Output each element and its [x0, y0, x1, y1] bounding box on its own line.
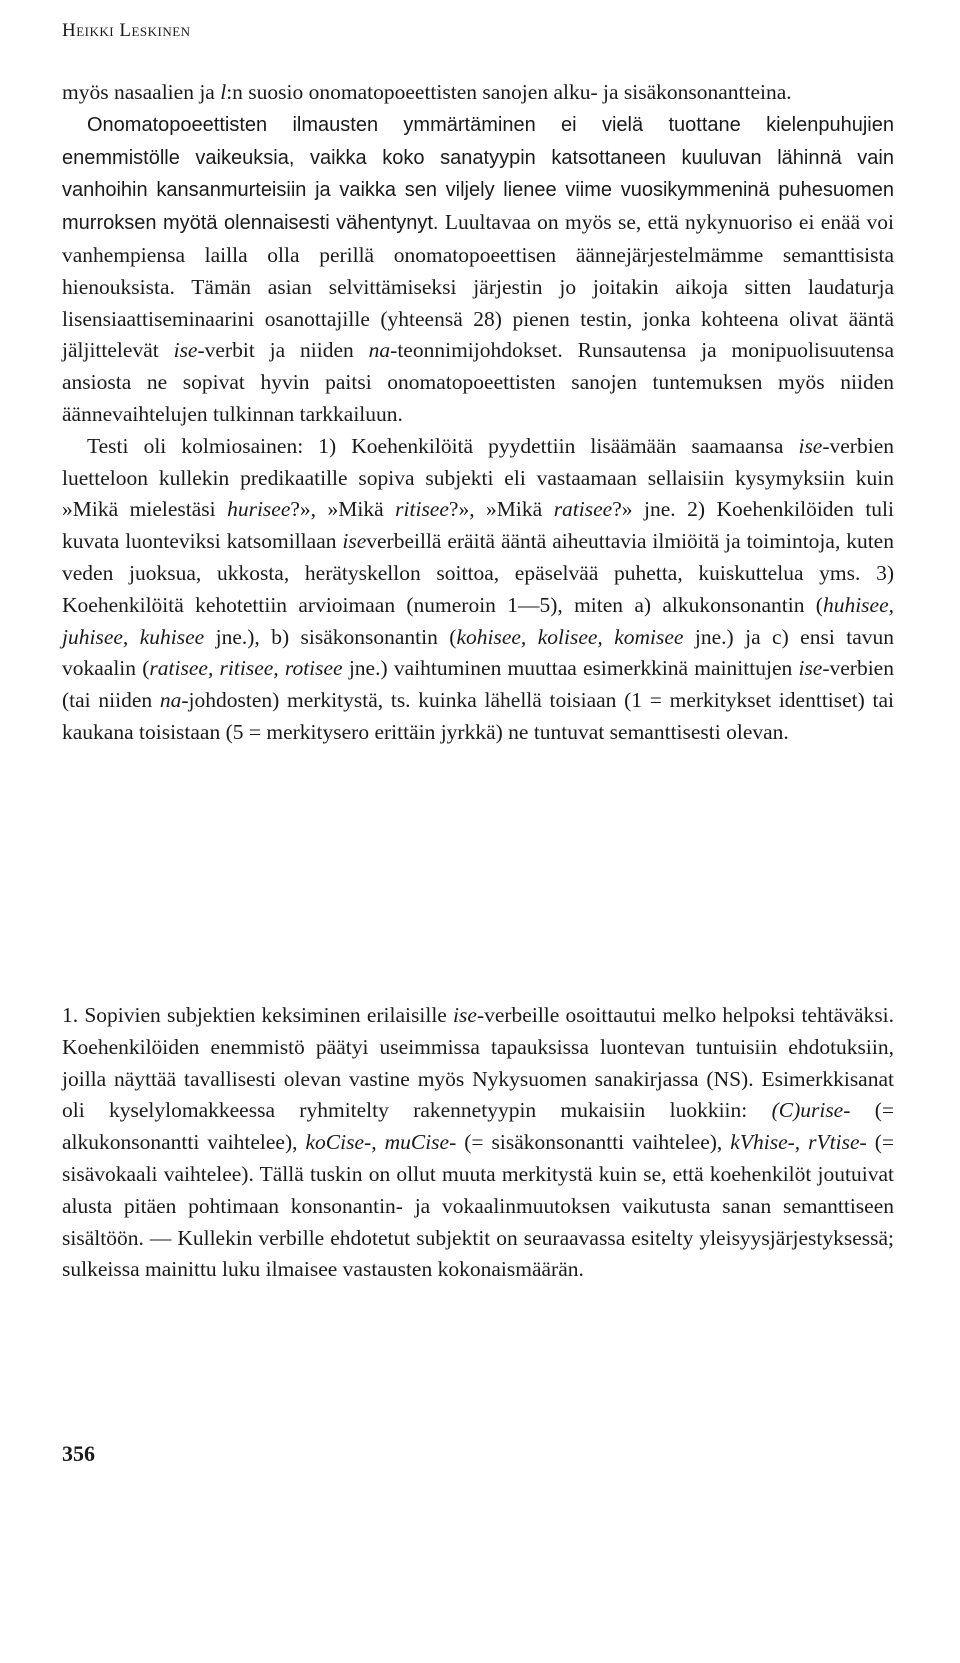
text-span: jne.), b) sisäkonsonantin ( [204, 624, 457, 649]
text-span: -teonnimijohdokset. Runsautensa ja monipuolisuutensa ansiosta ne sopivat hyvin paitsi onomatopoeettisten sanojen tuntemuksen myös niiden äännevaihtelujen tulkinnan tarkkailuun. [62, 338, 894, 426]
text-span: -verbit ja niiden [197, 338, 369, 363]
text-span: ?», »Mikä [448, 497, 554, 522]
text-span: :n suosio onomatopoeettisten sanojen alku- ja sisäkonsonantteina. [226, 80, 792, 104]
italic-term: l [220, 80, 227, 104]
text-span: -verbeille osoittautui melko helpoksi tehtäväksi. Koehenkilöiden enemmistö päätyi useimmissa tapauksissa luontevan tuntuisiin ehdotuksiin, joilla näyttää tavallisesti olevan vastine myös Nykysuomen sanakirjassa (NS). Esimerkkisanat oli kyselylomakkeessa ryhmitelty rakennetyypin mukaisiin luokkiin: [62, 1003, 895, 1123]
italic-term: ritisee [395, 497, 449, 522]
text-span: (= alkukonsonantti vaihtelee), [62, 1098, 894, 1155]
paragraph-test [62, 431, 894, 749]
running-head: Heikki Leskinen [62, 20, 191, 41]
text-span: jne.) vaihtuminen muuttaa esimerkkinä mainittujen [342, 656, 799, 681]
italic-term: kVhise- [730, 1130, 795, 1155]
sans-text-span: Onomatopoeettisten ilmausten ymmärtäminen ei vielä tuottane kielenpuhujien enemmistölle vaikeuksia, vaikka koko sanatyypin katsottaneen kuuluvan lähinnä vain vanhoihin kansanmurteisiin ja vaikka sen viljely lienee viime vuosikymmeninä puhesuomen murroksen myötä olennaisesti vähentynyt. [62, 113, 894, 235]
text-span: -verbien (tai niiden [62, 656, 894, 713]
text-block-results [62, 1000, 894, 1286]
text-span: -verbien luetteloon kullekin predikaatille sopiva subjekti eli vastaamaan sellaisiin kysymyksiin kuin »Mikä mielestäsi [62, 433, 894, 522]
italic-term: ise [798, 433, 823, 458]
italic-term: ise [173, 338, 198, 363]
text-span: , [794, 1130, 809, 1155]
text-span: ?» jne. 2) Koehenkilöiden tuli kuvata luonteviksi katsomillaan [62, 497, 894, 554]
text-span: -johdosten) merkitystä, ts. kuinka lähellä toisiaan (1 = merkitykset identtiset) tai kaukana toisistaan (5 = merkitysero erittäin jyrkkä) ne tuntuvat semanttisesti olevan. [62, 688, 895, 744]
italic-term: na [368, 338, 391, 363]
text-span: Luultavaa on myös se, että nykynuoriso ei enää voi vanhempiensa lailla olla perillä onomatopoeettisen äännejärjestelmämme semanttisista hienouksista. Tämän asian selvittämiseksi järjestin jo joitakin aikoja sitten laudaturja lisensiaattiseminaarini osanottajille (yhteensä 28) pienen testin, jonka kohteena olivat ääntä jäljittelevät [62, 210, 894, 363]
italic-term: ratisee [553, 497, 613, 522]
italic-term: ise [453, 1003, 477, 1027]
italic-term: koCise- [305, 1130, 372, 1155]
text-span: ?», »Mikä [290, 497, 396, 522]
paragraph-onomatopoeic [62, 109, 894, 431]
italic-term: ratisee, ritisee, rotisee [149, 656, 343, 681]
paragraph-continuation [62, 77, 894, 109]
italic-term: huhisee, juhisee, kuhisee [62, 592, 894, 649]
text-span: 1. Sopivien subjektien keksiminen erilaisille [62, 1003, 454, 1027]
text-span: jne.) ja c) ensi tavun vokaalin ( [62, 624, 894, 681]
italic-term: kohisee, kolisee, komisee [456, 624, 684, 649]
italic-term: hurisee [227, 497, 291, 522]
text-span: Testi oli kolmiosainen: 1) Koehenkilöitä pyydettiin lisäämään saamaansa [87, 433, 799, 458]
page-number: 356 [62, 1441, 95, 1466]
paragraph-results-1 [62, 1000, 894, 1286]
italic-term: rVtise- [808, 1130, 867, 1155]
italic-term: muCise- [384, 1130, 457, 1155]
italic-term: (C)urise- [771, 1098, 851, 1123]
text-span: (= sisävokaali vaihtelee). Tällä tuskin on ollut muuta merkitystä kuin se, että koehenkilöt joutuivat alusta pitäen pohtimaan konsonantin- ja vokaalinmuutoksen vaikutusta sanan semanttiseen sisältöön. — Kullekin verbille ehdotetut subjektit on seuraavassa esitelty yleisyysjärjestyksessä; sulkeissa mainittu luku ilmaisee vastausten kokonaismäärän. [62, 1130, 894, 1282]
italic-term: ise [798, 656, 823, 681]
italic-term: ise [342, 529, 367, 554]
text-span: , [371, 1130, 385, 1155]
text-span: verbeillä eräitä ääntä aiheuttavia ilmiöitä ja toimintoja, kuten veden juoksua, ukkosta, herätyskellon soittoa, epäselvää puhetta, kuiskuttelua yms. 3) Koehenkilöitä kehotettiin arvioimaan (numeroin 1—5), miten a) alkukonsonantin ( [62, 529, 894, 617]
text-span: (= sisäkonsonantti vaihtelee), [456, 1130, 731, 1155]
text-block-top [62, 77, 894, 749]
text-span: myös nasaalien ja [62, 80, 221, 104]
italic-term: na [159, 688, 182, 713]
